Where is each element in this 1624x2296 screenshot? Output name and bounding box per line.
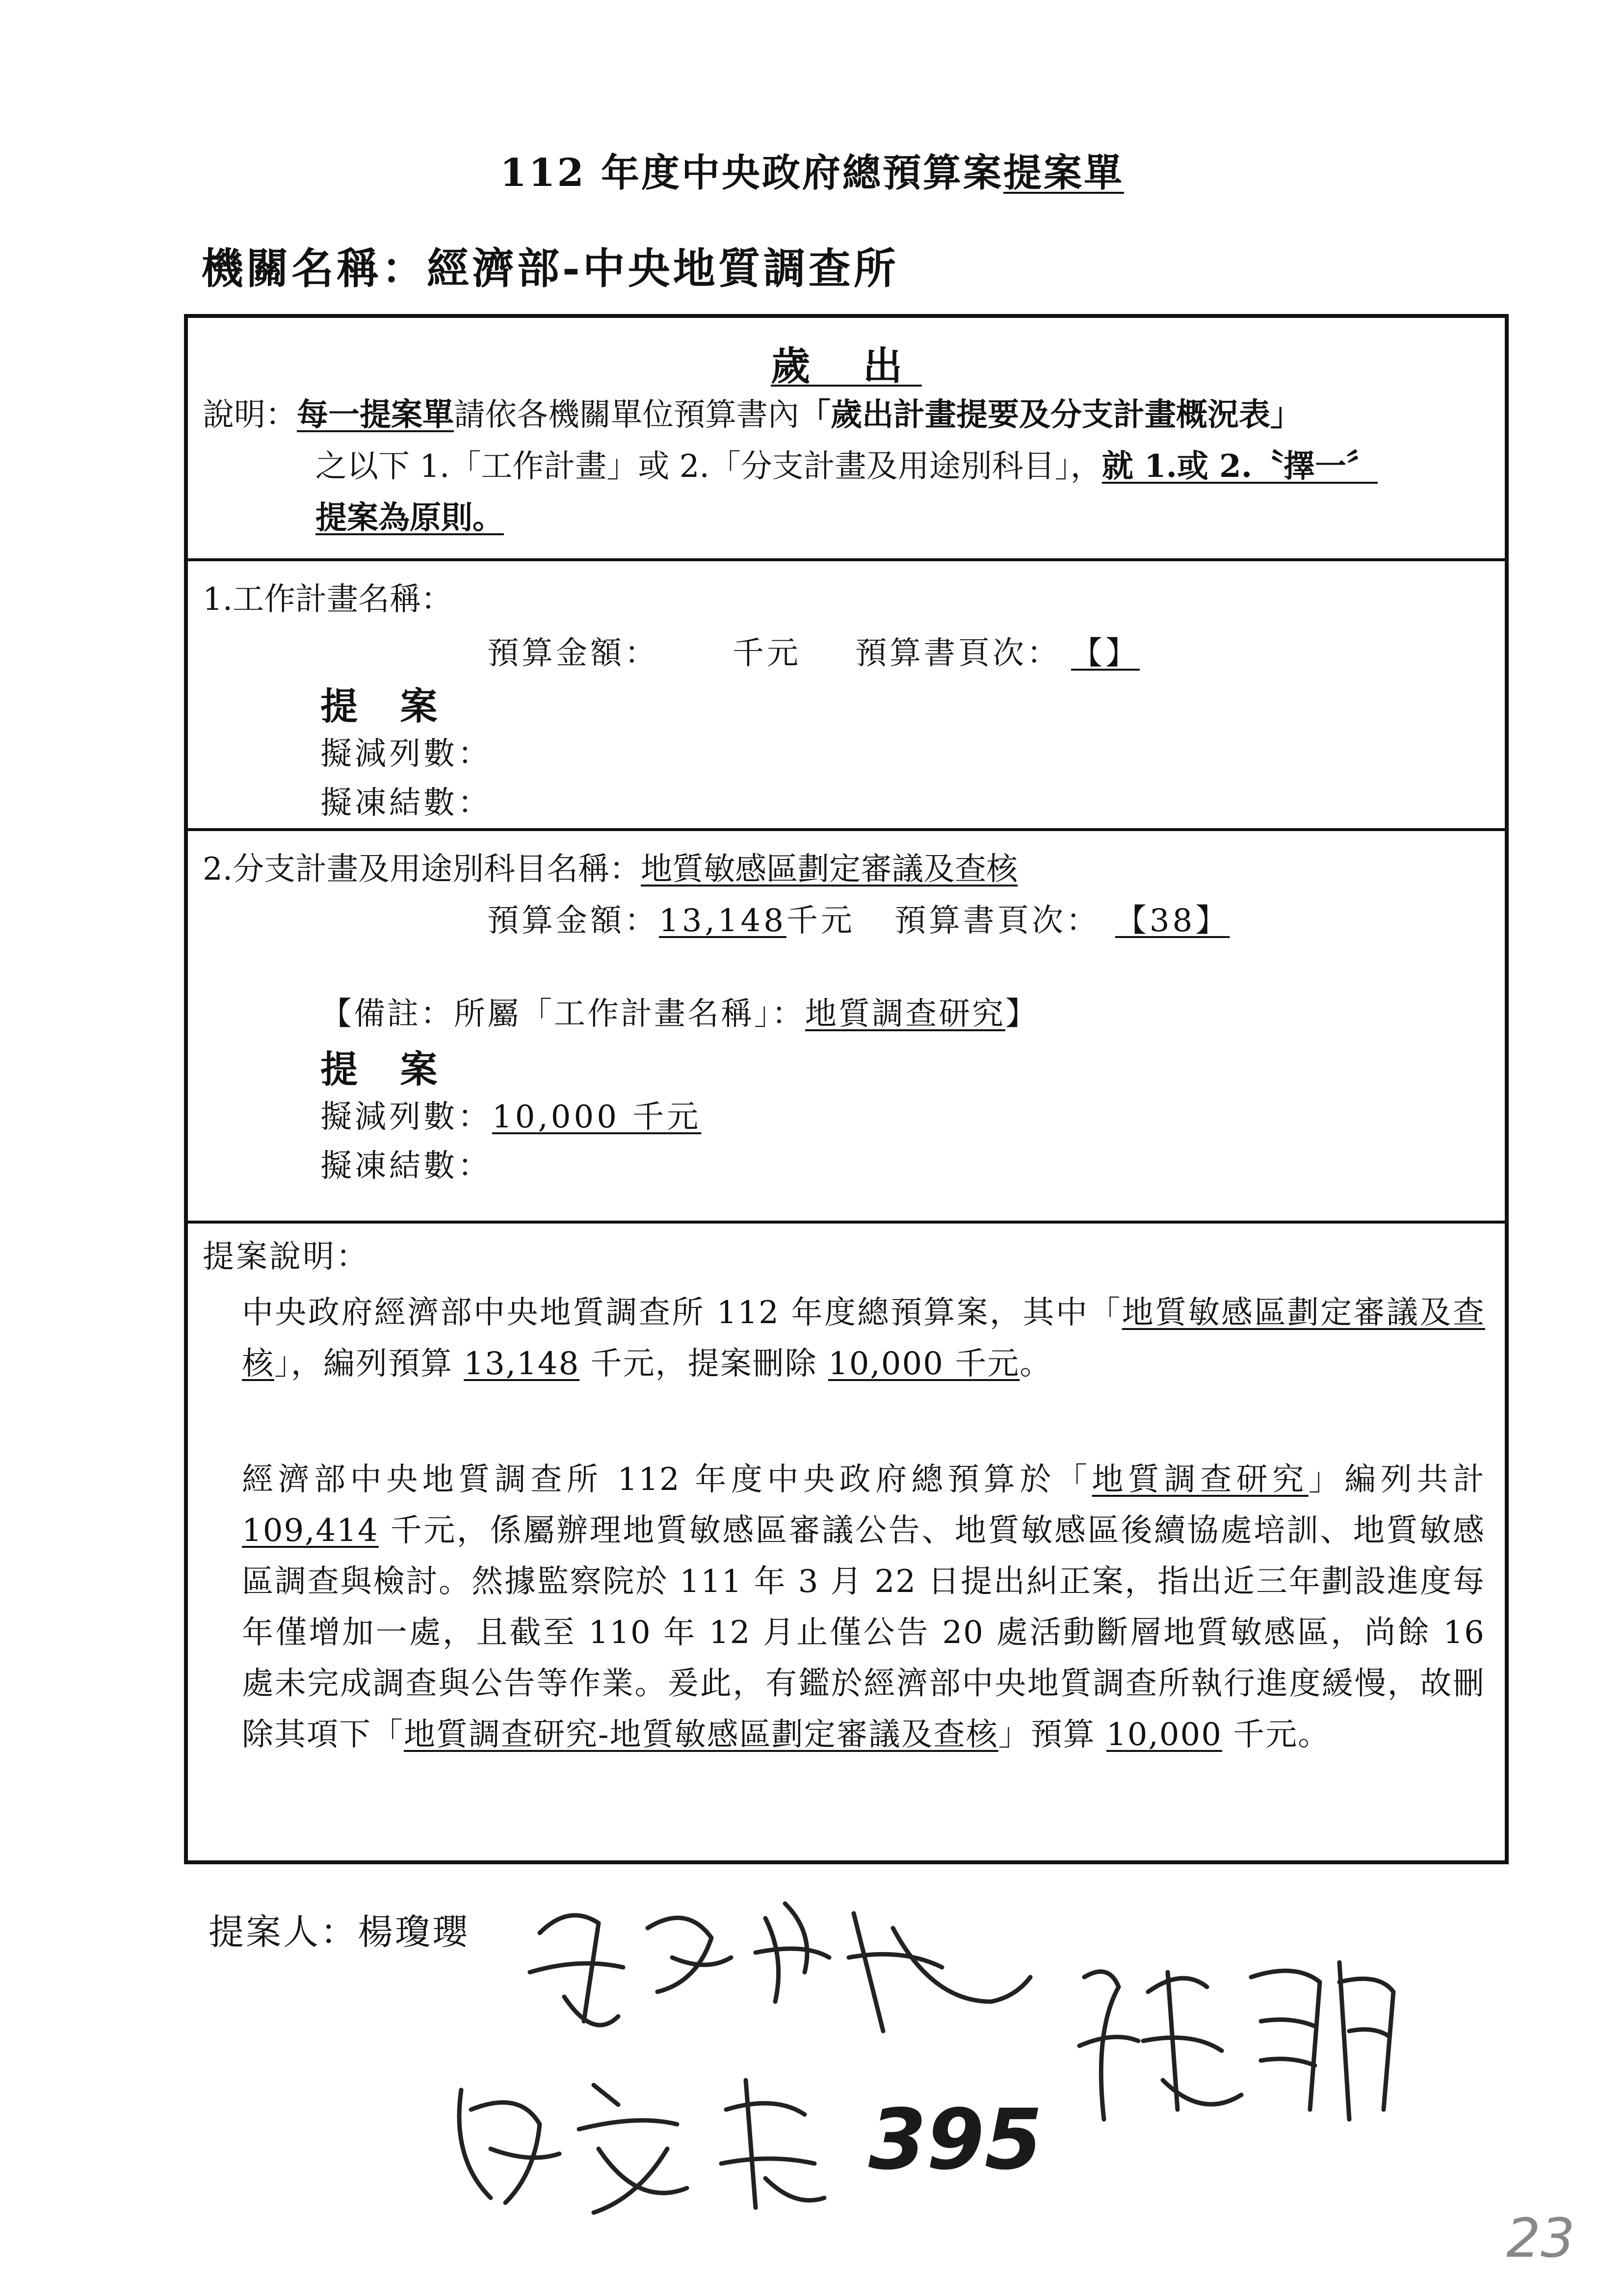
sub-plan-freeze-label: 擬凍結數： — [320, 1148, 492, 1184]
p2-i: 千元。 — [1222, 1717, 1331, 1753]
instruction-text-2a: 之以下 1.「工作計畫」或 2.「分支計畫及用途別科目」， — [315, 448, 1102, 485]
explanation-label: 提案說明： — [203, 1239, 369, 1275]
budget-unit: 千元 — [733, 635, 801, 672]
p2-b: 地質調查研究 — [1092, 1461, 1309, 1498]
remark-value: 地質調查研究 — [805, 996, 1005, 1032]
p1-g: 。 — [1020, 1346, 1052, 1382]
sub-plan-remark — [320, 995, 1039, 1033]
instruction-text-1: 請依各機關單位預算書內 — [454, 397, 799, 433]
remark-prefix: 【備註：所屬「工作計畫名稱」： — [320, 996, 805, 1032]
instruction-prefix: 說明： — [203, 397, 297, 433]
signature-number-text: 395 — [868, 2091, 1043, 2189]
work-plan-freeze-label: 擬凍結數： — [320, 785, 492, 821]
page-value: 【】 — [1071, 635, 1140, 672]
page-value: 【38】 — [1115, 903, 1230, 939]
reduce-value: 10,000 千元 — [492, 1099, 702, 1135]
instruction-line-1 — [203, 396, 1302, 434]
instruction-line-2 — [315, 448, 1378, 486]
remark-suffix: 】 — [1005, 996, 1039, 1032]
proposal-form — [184, 314, 1509, 1864]
agency-name: 經濟部-中央地質調查所 — [427, 244, 899, 293]
budget-label: 預算金額： — [487, 635, 659, 672]
page-number-text: 23 — [1506, 2207, 1575, 2270]
explanation-section — [188, 1221, 1505, 1861]
work-plan-label: 1.工作計畫名稱： — [203, 581, 453, 618]
p2-g: 」預算 — [998, 1717, 1106, 1753]
agency-label: 機關名稱： — [201, 244, 427, 293]
document-title — [0, 142, 1624, 197]
p2-d: 109,414 — [242, 1513, 379, 1549]
sub-plan-label: 2.分支計畫及用途別科目名稱： — [203, 851, 641, 887]
budget-label: 預算金額： — [487, 903, 659, 939]
sub-plan-proposal-heading: 提 案 — [320, 1047, 452, 1091]
p1-f: 10,000 千元 — [828, 1346, 1020, 1382]
title-main: 112 年度中央政府總預算案 — [500, 151, 1003, 195]
p1-e: 千元，提案刪除 — [579, 1346, 828, 1382]
proposer-line — [209, 1904, 470, 1955]
sub-plan-reduce-line — [320, 1098, 701, 1136]
signature-1 — [510, 1874, 1050, 2061]
work-plan-section — [188, 558, 1505, 828]
signature-number — [859, 2085, 1074, 2193]
sub-plan-budget-line — [487, 902, 1259, 940]
work-plan-reduce-label: 擬減列數： — [320, 736, 492, 772]
p1-a: 中央政府經濟部中央地質調查所 112 年度總預算案，其中「 — [242, 1295, 1122, 1331]
signature-2 — [432, 2051, 873, 2227]
section-heading: 歲 出 — [771, 343, 922, 389]
proposer-name: 楊瓊瓔 — [358, 1911, 470, 1953]
reduce-label: 擬減列數： — [320, 1099, 492, 1135]
instruction-bold-1: 每一提案單 — [297, 396, 454, 433]
p2-c: 」編列共計 — [1308, 1461, 1486, 1498]
p1-b: 地質敏感區劃定審議及查核 — [242, 1295, 1486, 1382]
p1-c: 」，編列預算 — [274, 1346, 464, 1382]
p1-d: 13,148 — [464, 1346, 580, 1382]
p2-e: 千元，係屬辦理地質敏感區審議公告、地質敏感區後續協處培訓、地質敏感區調查與檢討。然據監察院於 111 年 3 月 22 日提出糾正案，指出近三年劃設進度每年僅增加一處，且截至 110 年 12 月止僅公告 20 處活動斷層地質敏感區，尚餘 16 處未完成調查與公告等作業。爰此，有鑑於經濟部中央地質調查所執行進度緩慢，故刪除其項下「 — [242, 1513, 1485, 1753]
title-tail: 提案單 — [1003, 151, 1124, 195]
instruction-text-2b: 就 1.或 2.〝擇一〞 — [1101, 448, 1378, 485]
work-plan-budget-line — [487, 635, 1169, 673]
budget-value: 13,148 — [659, 903, 786, 939]
sub-plan-label-line — [203, 851, 1018, 888]
budget-unit: 千元 — [786, 903, 855, 939]
sub-plan-section — [188, 828, 1505, 1221]
p2-a: 經濟部中央地質調查所 112 年度中央政府總預算於「 — [242, 1461, 1092, 1498]
p2-f: 地質調查研究-地質敏感區劃定審議及查核 — [404, 1717, 998, 1753]
expenditure-section — [188, 318, 1505, 558]
explanation-paragraph-1 — [242, 1287, 1485, 1389]
page-number — [1501, 2203, 1599, 2271]
instruction-line-3: 提案為原則。 — [315, 499, 504, 536]
signature-3 — [1065, 1933, 1408, 2139]
page-label: 預算書頁次： — [855, 635, 1061, 672]
explanation-paragraph-2 — [242, 1454, 1485, 1760]
page-label: 預算書頁次： — [894, 903, 1100, 939]
agency-line — [201, 235, 899, 295]
instruction-bold-2: 「歲出計畫提要及分支計畫概況表」 — [799, 396, 1302, 433]
work-plan-proposal-heading: 提 案 — [320, 684, 452, 728]
proposer-label: 提案人： — [209, 1911, 358, 1953]
p2-h: 10,000 — [1106, 1717, 1222, 1753]
sub-plan-name: 地質敏感區劃定審議及查核 — [641, 851, 1018, 887]
